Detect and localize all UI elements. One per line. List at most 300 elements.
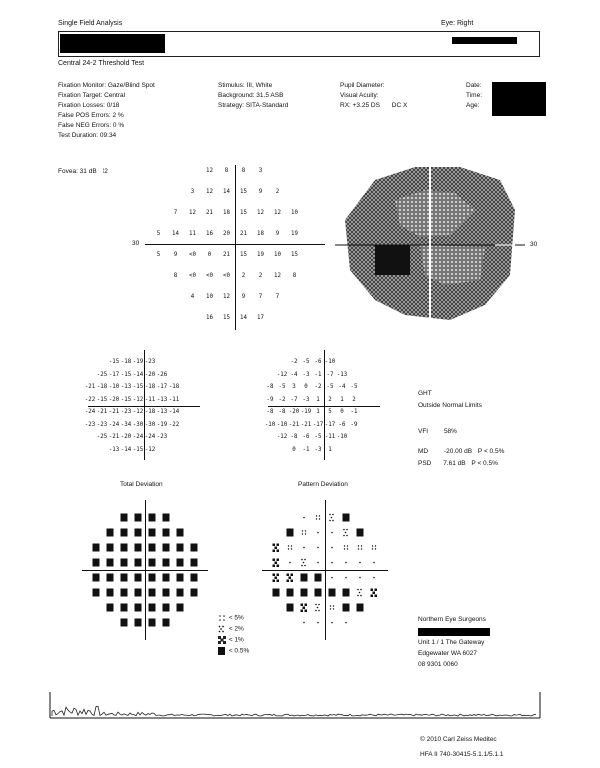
pattern-deviation-title: Pattern Deviation	[298, 481, 348, 488]
pattern-deviation-value: 1	[316, 409, 320, 416]
total-deviation-value: -30	[132, 421, 144, 428]
total-deviation-value: -24	[144, 434, 156, 441]
threshold-value: 14	[240, 314, 247, 321]
pattern-deviation-symbol	[301, 589, 308, 597]
pattern-deviation-value: -13	[336, 371, 348, 378]
threshold-value: 8	[292, 272, 297, 279]
total-deviation-value: -25	[96, 371, 108, 378]
test-duration: Test Duration: 09:34	[58, 132, 117, 139]
pattern-deviation-symbol	[371, 589, 378, 598]
total-deviation-value: -15	[96, 396, 108, 403]
pattern-deviation-probability	[262, 500, 388, 640]
pattern-deviation-value: -5	[278, 384, 286, 391]
pattern-deviation-value: -6	[302, 434, 310, 441]
threshold-value: 9	[258, 188, 263, 195]
threshold-value: 12	[257, 209, 264, 216]
total-deviation-value: -22	[84, 396, 96, 403]
total-deviation-value: -13	[120, 384, 132, 391]
total-deviation-value: -18	[168, 384, 180, 391]
pattern-deviation-symbol	[331, 577, 333, 579]
threshold-value: 3	[258, 167, 263, 174]
age-label: Age:	[466, 102, 480, 109]
total-deviation-value: -18	[144, 384, 156, 391]
total-deviation-symbol	[163, 559, 170, 567]
pattern-deviation-value: 1	[328, 446, 332, 453]
total-deviation-symbol	[135, 589, 142, 597]
threshold-value: 15	[223, 314, 230, 321]
total-deviation-value: -12	[132, 396, 144, 403]
total-deviation-symbol	[163, 574, 170, 582]
total-deviation-symbol	[107, 529, 114, 537]
total-deviation-symbol	[121, 514, 128, 522]
total-deviation-symbol	[149, 559, 156, 567]
total-deviation-symbol	[135, 604, 142, 612]
total-deviation-symbol	[177, 529, 184, 537]
total-deviation-symbol	[135, 574, 142, 582]
pattern-deviation-symbol	[372, 545, 376, 549]
legend-item: < 1%	[218, 636, 249, 647]
total-deviation-symbol	[135, 619, 142, 627]
total-deviation-symbol	[149, 514, 156, 522]
threshold-value: 2	[258, 272, 263, 279]
total-deviation-symbol	[135, 559, 142, 567]
threshold-value: 12	[274, 209, 281, 216]
redacted-date-time-age	[492, 82, 546, 116]
total-deviation-symbol	[149, 544, 156, 552]
threshold-value: 20	[223, 230, 230, 237]
pattern-deviation-value: -7	[326, 371, 334, 378]
pattern-deviation-value: -12	[276, 434, 288, 441]
pattern-deviation-symbol	[315, 604, 320, 612]
pattern-deviation-symbol	[273, 574, 280, 583]
pattern-deviation-value: -3	[302, 396, 310, 403]
total-deviation-value: -21	[84, 384, 96, 391]
pattern-deviation-value: 2	[328, 396, 332, 403]
gray-scale-right: 30	[530, 241, 538, 248]
pattern-deviation-symbols	[262, 500, 388, 640]
total-deviation-symbol	[177, 559, 184, 567]
threshold-value: 3	[190, 188, 195, 195]
pattern-deviation-symbol	[343, 529, 348, 537]
threshold-value: 9	[241, 293, 246, 300]
pattern-deviation-value: -12	[276, 371, 288, 378]
threshold-value: 7	[275, 293, 280, 300]
info-col-4	[466, 82, 482, 110]
total-deviation-value: -15	[132, 446, 144, 453]
total-deviation-value: -17	[156, 384, 168, 391]
psd-row	[418, 460, 498, 468]
pattern-deviation-value: -3	[314, 446, 322, 453]
pattern-deviation-value: -21	[288, 421, 300, 428]
total-deviation-value: -13	[108, 446, 120, 453]
pattern-deviation-value: -8	[290, 434, 298, 441]
vfi-label: VFI	[418, 428, 429, 435]
false-neg-errors: False NEG Errors: 0 %	[58, 122, 125, 129]
total-deviation-value: -24	[108, 421, 120, 428]
total-deviation-value: -13	[156, 409, 168, 416]
total-deviation-value: -21	[108, 434, 120, 441]
total-deviation-symbol	[121, 604, 128, 612]
total-deviation-value: -20	[120, 434, 132, 441]
fovea	[58, 168, 108, 176]
threshold-value: 2	[241, 272, 246, 279]
pattern-deviation-symbol	[301, 604, 308, 613]
pattern-deviation-value: -10	[264, 421, 276, 428]
fovea-value: Fovea: 31 dB	[58, 168, 97, 175]
info-col-2	[218, 82, 288, 110]
md-p: P < 0.5%	[477, 448, 505, 455]
copyright: © 2010 Carl Zeiss Meditec	[420, 736, 497, 743]
total-deviation-symbol	[177, 589, 184, 597]
solid-square-icon	[218, 647, 227, 655]
total-deviation-value: -11	[168, 396, 180, 403]
vfi-row	[418, 428, 457, 436]
clinic-name: Northern Eye Surgeons	[418, 616, 486, 623]
pattern-deviation-value: -6	[338, 421, 346, 428]
threshold-value: 19	[257, 251, 264, 258]
total-deviation-symbol	[191, 544, 198, 552]
pattern-deviation-value: -1	[314, 371, 322, 378]
pattern-deviation-symbol	[273, 559, 280, 568]
psd-p: P < 0.5%	[471, 460, 498, 467]
total-deviation-value: -23	[96, 421, 108, 428]
pattern-deviation-symbol	[343, 604, 350, 612]
threshold-value: 15	[240, 209, 247, 216]
total-deviation-value: -15	[120, 396, 132, 403]
total-deviation-symbol	[163, 604, 170, 612]
total-deviation-value: -10	[108, 384, 120, 391]
total-deviation-symbol	[121, 529, 128, 537]
pattern-deviation-symbol	[287, 574, 294, 583]
pattern-deviation-value: -10	[336, 434, 348, 441]
total-deviation-value: -15	[108, 359, 120, 366]
redacted-id	[452, 37, 517, 44]
total-deviation-value: -24	[84, 409, 96, 416]
psd-label: PSD	[418, 460, 432, 467]
pattern-deviation-symbol	[303, 517, 305, 519]
total-deviation-symbol	[163, 589, 170, 597]
threshold-value: <0	[223, 272, 230, 279]
pattern-deviation-symbol	[329, 514, 334, 522]
pattern-deviation-symbol	[357, 589, 362, 597]
total-deviation-symbol	[135, 544, 142, 552]
pupil-diameter: Pupil Diameter:	[340, 82, 385, 89]
total-deviation-symbol	[191, 574, 198, 582]
threshold-value: 16	[206, 230, 213, 237]
probability-legend	[218, 614, 249, 658]
pattern-deviation-symbol	[331, 532, 333, 534]
total-deviation-value: -14	[168, 409, 180, 416]
total-deviation-symbol	[135, 529, 142, 537]
pattern-deviation-symbol	[302, 530, 306, 534]
pattern-deviation-value: -5	[302, 359, 310, 366]
pattern-deviation-value: -2	[290, 359, 298, 366]
pattern-deviation-value: -6	[314, 359, 322, 366]
total-deviation-symbol	[177, 574, 184, 582]
fixation-monitor: Fixation Monitor: Gaze/Blind Spot	[58, 82, 155, 89]
threshold-value: 4	[190, 293, 195, 300]
pattern-deviation-symbol	[317, 547, 319, 549]
pattern-deviation-symbol	[359, 562, 361, 564]
threshold-v-axis	[235, 165, 236, 330]
total-deviation-probability	[82, 500, 208, 640]
pattern-deviation-symbol	[358, 545, 362, 549]
gaze-tracking-graph	[40, 688, 560, 722]
total-deviation-value: -25	[96, 434, 108, 441]
visual-acuity: Visual Acuity:	[340, 92, 379, 99]
total-deviation-value: -15	[120, 371, 132, 378]
threshold-value: 11	[189, 230, 196, 237]
total-deviation-symbol	[177, 604, 184, 612]
threshold-value: 12	[274, 272, 281, 279]
pattern-deviation-symbol	[315, 574, 322, 582]
total-deviation-symbol	[121, 544, 128, 552]
threshold-value: 10	[206, 293, 213, 300]
total-deviation-symbol	[93, 544, 100, 552]
threshold-value: 12	[223, 293, 230, 300]
total-deviation-value: -20	[108, 396, 120, 403]
total-deviation-symbol	[107, 589, 114, 597]
clinic-address2: Edgewater WA 6027	[418, 650, 478, 657]
dc: DC X	[391, 102, 408, 109]
total-deviation-symbol	[177, 544, 184, 552]
pattern-deviation-value: 0	[292, 446, 296, 453]
threshold-value: 9	[173, 251, 178, 258]
total-deviation-value: -11	[144, 396, 156, 403]
pattern-deviation-symbol	[373, 562, 375, 564]
grayscale-map	[335, 165, 545, 325]
redacted-name	[60, 34, 165, 53]
pattern-deviation-symbol	[343, 589, 350, 597]
threshold-value: 14	[172, 230, 179, 237]
pattern-deviation-symbol	[345, 577, 347, 579]
total-deviation-symbol	[135, 514, 142, 522]
time-label: Time:	[466, 92, 483, 99]
pattern-deviation-symbol	[359, 577, 361, 579]
threshold-value: 10	[291, 209, 298, 216]
pattern-deviation-symbol	[273, 544, 280, 553]
total-deviation-symbol	[107, 559, 114, 567]
pattern-deviation-symbol	[373, 577, 375, 579]
pattern-deviation-symbol	[315, 589, 322, 597]
total-deviation-value: -18	[144, 409, 156, 416]
pattern-deviation-symbol	[303, 547, 305, 549]
legend-item: < 2%	[218, 625, 249, 636]
pattern-deviation-value: -3	[302, 371, 310, 378]
total-deviation-value: -26	[156, 371, 168, 378]
pattern-deviation-value: -7	[290, 396, 298, 403]
ght-label: GHT	[418, 390, 432, 397]
threshold-value: 16	[206, 314, 213, 321]
total-deviation-symbol	[163, 514, 170, 522]
total-deviation-symbol	[149, 529, 156, 537]
device-version: HFA II 740-30415-5.1.1/5.1.1	[420, 751, 504, 758]
md-row	[418, 448, 504, 456]
pattern-deviation-symbol	[345, 562, 347, 564]
total-deviation-symbol	[163, 529, 170, 537]
total-deviation-value: -19	[132, 359, 144, 366]
false-pos-errors: False POS Errors: 2 %	[58, 112, 124, 119]
total-deviation-value: -12	[144, 446, 156, 453]
total-deviation-value: -34	[120, 421, 132, 428]
pattern-deviation-value: -8	[266, 384, 274, 391]
checker-icon	[218, 636, 227, 644]
total-deviation-value: -23	[84, 421, 96, 428]
total-deviation-value: -17	[108, 371, 120, 378]
threshold-value: 12	[206, 188, 213, 195]
total-deviation-value: -23	[120, 409, 132, 416]
pattern-deviation-value: -19	[300, 409, 312, 416]
total-deviation-value: -12	[132, 409, 144, 416]
rx: RX: +3.25 DS	[340, 102, 380, 109]
pattern-deviation-value: -17	[324, 421, 336, 428]
threshold-value: 5	[156, 230, 161, 237]
pattern-deviation-value: -9	[266, 396, 274, 403]
pattern-deviation-symbol	[331, 562, 333, 564]
pattern-deviation-value: 1	[316, 396, 320, 403]
total-deviation-value: -24	[132, 434, 144, 441]
total-deviation-symbol	[93, 559, 100, 567]
clinic-address1: Unit 1 / 1 The Gateway	[418, 639, 485, 646]
threshold-value: 12	[189, 209, 196, 216]
threshold-value: 0	[207, 251, 212, 258]
pattern-deviation-value: -10	[276, 421, 288, 428]
info-col-3	[340, 82, 407, 110]
dense-dots-icon	[218, 625, 227, 633]
pattern-deviation-value: -8	[278, 409, 286, 416]
total-deviation-symbol	[107, 574, 114, 582]
total-deviation-symbol	[121, 574, 128, 582]
pattern-deviation-symbol	[316, 515, 320, 519]
pattern-deviation-symbol	[287, 589, 294, 597]
total-deviation-value: -23	[144, 359, 156, 366]
pattern-deviation-value: -1	[302, 446, 310, 453]
ght-value: Outside Normal Limits	[418, 402, 482, 409]
pattern-deviation-symbol	[287, 529, 294, 537]
threshold-value: 21	[240, 230, 247, 237]
info-col-1	[58, 82, 155, 140]
pattern-deviation-value: -17	[312, 421, 324, 428]
pattern-deviation-symbol	[287, 604, 294, 612]
pattern-deviation-symbol	[357, 604, 364, 612]
total-deviation-value: -14	[132, 371, 144, 378]
pattern-deviation-value: -21	[300, 421, 312, 428]
pattern-deviation-value: -11	[324, 434, 336, 441]
total-deviation-symbol	[149, 589, 156, 597]
pattern-deviation-symbol	[289, 562, 291, 564]
total-deviation-symbol	[163, 544, 170, 552]
pattern-deviation-value: 0	[340, 409, 344, 416]
pattern-deviation-value: -2	[314, 384, 322, 391]
pattern-deviation-value: -8	[266, 409, 274, 416]
pattern-deviation-symbol	[331, 622, 333, 624]
threshold-scale-left: 30	[132, 240, 140, 247]
total-deviation-value: -13	[156, 396, 168, 403]
total-deviation-symbol	[149, 604, 156, 612]
total-deviation-title: Total Deviation	[120, 481, 163, 488]
threshold-value: 14	[223, 188, 230, 195]
pattern-deviation-symbol	[273, 589, 280, 597]
threshold-value: 8	[241, 167, 246, 174]
total-deviation-symbol	[93, 574, 100, 582]
pattern-deviation-symbol	[317, 532, 319, 534]
clinic-phone: 08 9301 0060	[418, 661, 458, 668]
pattern-deviation-value: -1	[350, 409, 358, 416]
total-deviation-symbol	[93, 589, 100, 597]
threshold-value: 7	[173, 209, 178, 216]
md-value: -20.00 dB	[443, 448, 473, 455]
total-deviation-symbol	[149, 574, 156, 582]
total-deviation-symbol	[107, 604, 114, 612]
pattern-deviation-symbol	[330, 605, 334, 609]
pattern-deviation-value: 0	[304, 384, 308, 391]
threshold-value: <0	[206, 272, 213, 279]
legend-item: < 0.5%	[218, 647, 249, 658]
total-deviation-value: -18	[96, 384, 108, 391]
pattern-deviation-value: 3	[292, 384, 296, 391]
dots-icon	[218, 614, 227, 622]
total-deviation-value: -18	[120, 359, 132, 366]
legend-item: < 5%	[218, 614, 249, 625]
total-deviation-value: -21	[96, 409, 108, 416]
fixation-target: Fixation Target: Central	[58, 92, 126, 99]
total-deviation-symbol	[121, 589, 128, 597]
threshold-value: 18	[223, 209, 230, 216]
pattern-deviation-value: -4	[338, 384, 346, 391]
pattern-deviation-symbol	[317, 562, 319, 564]
md-label: MD	[418, 448, 429, 455]
strategy: Strategy: SITA-Standard	[218, 102, 289, 109]
threshold-value: 15	[240, 251, 247, 258]
total-deviation-value: -30	[144, 421, 156, 428]
test-name: Central 24-2 Threshold Test	[58, 60, 145, 67]
total-deviation-value: -20	[144, 371, 156, 378]
pattern-deviation-value: -2	[278, 396, 286, 403]
pattern-deviation-symbol	[301, 574, 308, 582]
redacted-clinic	[418, 628, 490, 636]
threshold-value: 9	[275, 230, 280, 237]
threshold-value: 8	[173, 272, 178, 279]
pattern-deviation-value: 1	[340, 396, 344, 403]
total-deviation-symbol	[163, 619, 170, 627]
threshold-value: 5	[156, 251, 161, 258]
pattern-deviation-symbol	[331, 547, 333, 549]
total-deviation-value: -19	[156, 421, 168, 428]
pattern-deviation-value: -5	[350, 384, 358, 391]
pattern-deviation-value: 5	[328, 409, 332, 416]
fixation-losses: Fixation Losses: 0/18	[58, 102, 120, 109]
pattern-deviation-numeric	[264, 350, 380, 460]
eye-label: Eye: Right	[441, 20, 474, 27]
total-deviation-value: -22	[168, 421, 180, 428]
total-deviation-value: -21	[108, 409, 120, 416]
pattern-deviation-symbol	[303, 622, 305, 624]
pattern-deviation-value: 2	[352, 396, 356, 403]
report-title: Single Field Analysis	[58, 20, 123, 27]
total-deviation-value: -15	[132, 384, 144, 391]
threshold-value: 21	[223, 251, 230, 258]
pattern-deviation-value: -20	[288, 409, 300, 416]
date-label: Date:	[466, 82, 482, 89]
total-deviation-value: -14	[120, 446, 132, 453]
pattern-deviation-value: -10	[324, 359, 336, 366]
total-deviation-symbol	[107, 544, 114, 552]
threshold-value: 7	[258, 293, 263, 300]
total-deviation-symbol	[149, 619, 156, 627]
pattern-deviation-value: -5	[314, 434, 322, 441]
stimulus: Stimulus: III, White	[218, 82, 273, 89]
pattern-deviation-value: -4	[290, 371, 298, 378]
